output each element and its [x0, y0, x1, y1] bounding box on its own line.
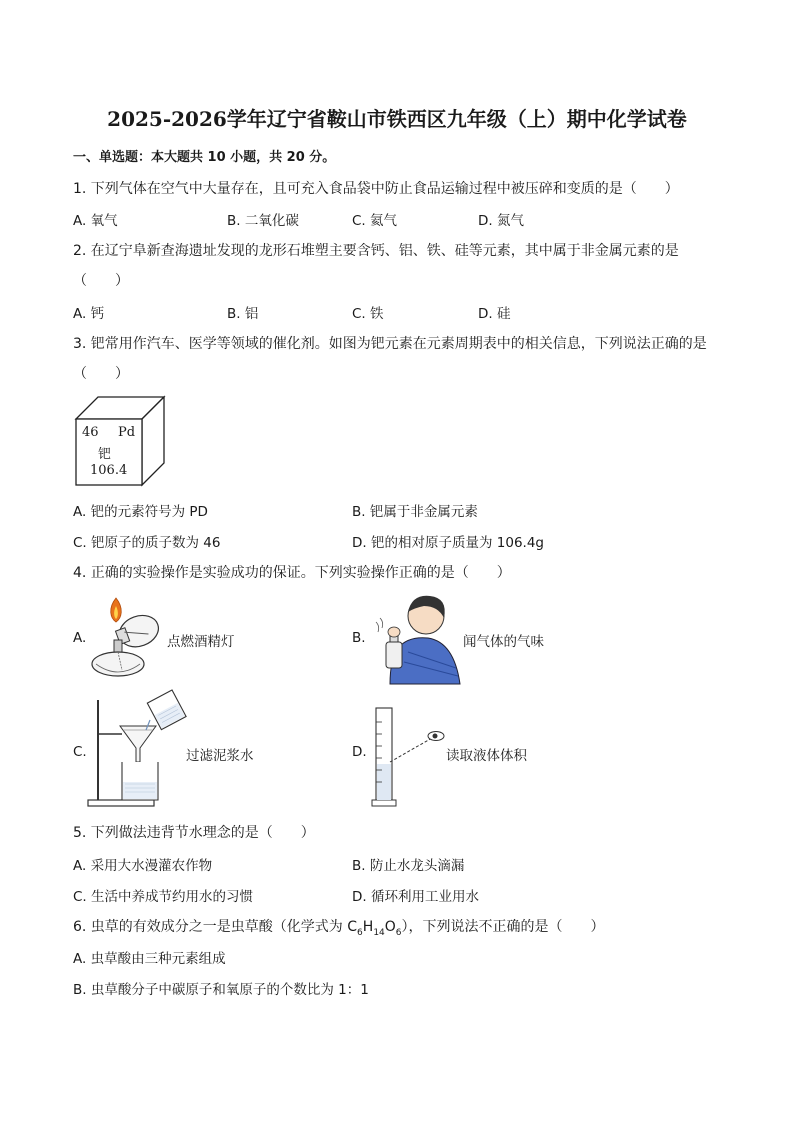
- q2-stem-paren: （ ）: [73, 273, 129, 289]
- q6-option-a[interactable]: A. 虫草酸由三种元素组成: [73, 951, 226, 967]
- q3-option-b[interactable]: B. 钯属于非金属元素: [352, 504, 478, 520]
- q6-stem-pre: 6. 虫草的有效成分之一是虫草酸（化学式为 C: [73, 919, 358, 935]
- q6-c-subscript: 6: [357, 927, 363, 938]
- alcohol-lamp-figure: [86, 594, 166, 680]
- filtration-figure: [86, 690, 186, 810]
- q6-o-subscript: 6: [395, 927, 402, 938]
- q6-o: O: [384, 919, 396, 935]
- q4-option-c-caption: 过滤泥浆水: [186, 748, 254, 764]
- q4-option-c-letter[interactable]: C.: [73, 744, 87, 760]
- q3-option-c[interactable]: C. 钯原子的质子数为 46: [73, 535, 221, 551]
- q6-stem-post: ），下列说法不正确的是（ ）: [401, 919, 605, 935]
- element-cube-figure: [74, 395, 166, 487]
- q1-option-b[interactable]: B. 二氧化碳: [227, 213, 299, 229]
- q3-stem: 3. 钯常用作汽车、医学等领域的催化剂。如图为钯元素在元素周期表中的相关信息，下列说法正确的是: [73, 336, 707, 352]
- q6-h: H: [362, 919, 374, 935]
- q4-option-b-caption: 闻气体的气味: [463, 634, 544, 650]
- q2-option-d[interactable]: D. 硅: [478, 306, 511, 322]
- element-atomic-number: 46: [82, 425, 99, 440]
- element-symbol: Pd: [118, 425, 136, 440]
- q3-option-d[interactable]: D. 钯的相对原子质量为 106.4g: [352, 535, 544, 551]
- q5-option-b[interactable]: B. 防止水龙头滴漏: [352, 858, 465, 874]
- q3-stem-paren: （ ）: [73, 366, 129, 382]
- q1-option-d[interactable]: D. 氮气: [478, 213, 524, 229]
- q2-option-a[interactable]: A. 钙: [73, 306, 105, 322]
- q5-stem: 5. 下列做法违背节水理念的是（ ）: [73, 825, 315, 841]
- element-mass: 106.4: [90, 463, 128, 478]
- q4-option-d-caption: 读取液体体积: [446, 748, 527, 764]
- q4-option-d-letter[interactable]: D.: [352, 744, 367, 760]
- q4-option-a-caption: 点燃酒精灯: [167, 634, 235, 650]
- q4-option-a-letter[interactable]: A.: [73, 630, 87, 646]
- q1-option-c[interactable]: C. 氦气: [352, 213, 398, 229]
- graduated-cylinder-figure: [370, 702, 446, 808]
- q6-option-b[interactable]: B. 虫草酸分子中碳原子和氧原子的个数比为 1：1: [73, 982, 369, 998]
- q4-stem: 4. 正确的实验操作是实验成功的保证。下列实验操作正确的是（ ）: [73, 565, 511, 581]
- q3-option-a[interactable]: A. 钯的元素符号为 PD: [73, 504, 208, 520]
- q5-option-c[interactable]: C. 生活中养成节约用水的习惯: [73, 889, 254, 905]
- q4-option-b-letter[interactable]: B.: [352, 630, 366, 646]
- q2-option-b[interactable]: B. 铝: [227, 306, 259, 322]
- q2-option-c[interactable]: C. 铁: [352, 306, 384, 322]
- page-title: 2025-2026学年辽宁省鞍山市铁西区九年级（上）期中化学试卷: [107, 107, 687, 131]
- q2-stem: 2. 在辽宁阜新查海遗址发现的龙形石堆塑主要含钙、铝、铁、硅等元素，其中属于非金属元素的是: [73, 243, 679, 259]
- smelling-gas-figure: [368, 588, 462, 684]
- q6-h-subscript: 14: [373, 927, 385, 938]
- q5-option-d[interactable]: D. 循环利用工业用水: [352, 889, 479, 905]
- section-heading: 一、单选题：本大题共 10 小题，共 20 分。: [73, 150, 336, 165]
- q1-option-a[interactable]: A. 氧气: [73, 213, 118, 229]
- element-name: 钯: [98, 447, 112, 462]
- q5-option-a[interactable]: A. 采用大水漫灌农作物: [73, 858, 213, 874]
- q1-stem: 1. 下列气体在空气中大量存在，且可充入食品袋中防止食品运输过程中被压碎和变质的是（ ）: [73, 181, 679, 197]
- q6-stem: [73, 916, 605, 938]
